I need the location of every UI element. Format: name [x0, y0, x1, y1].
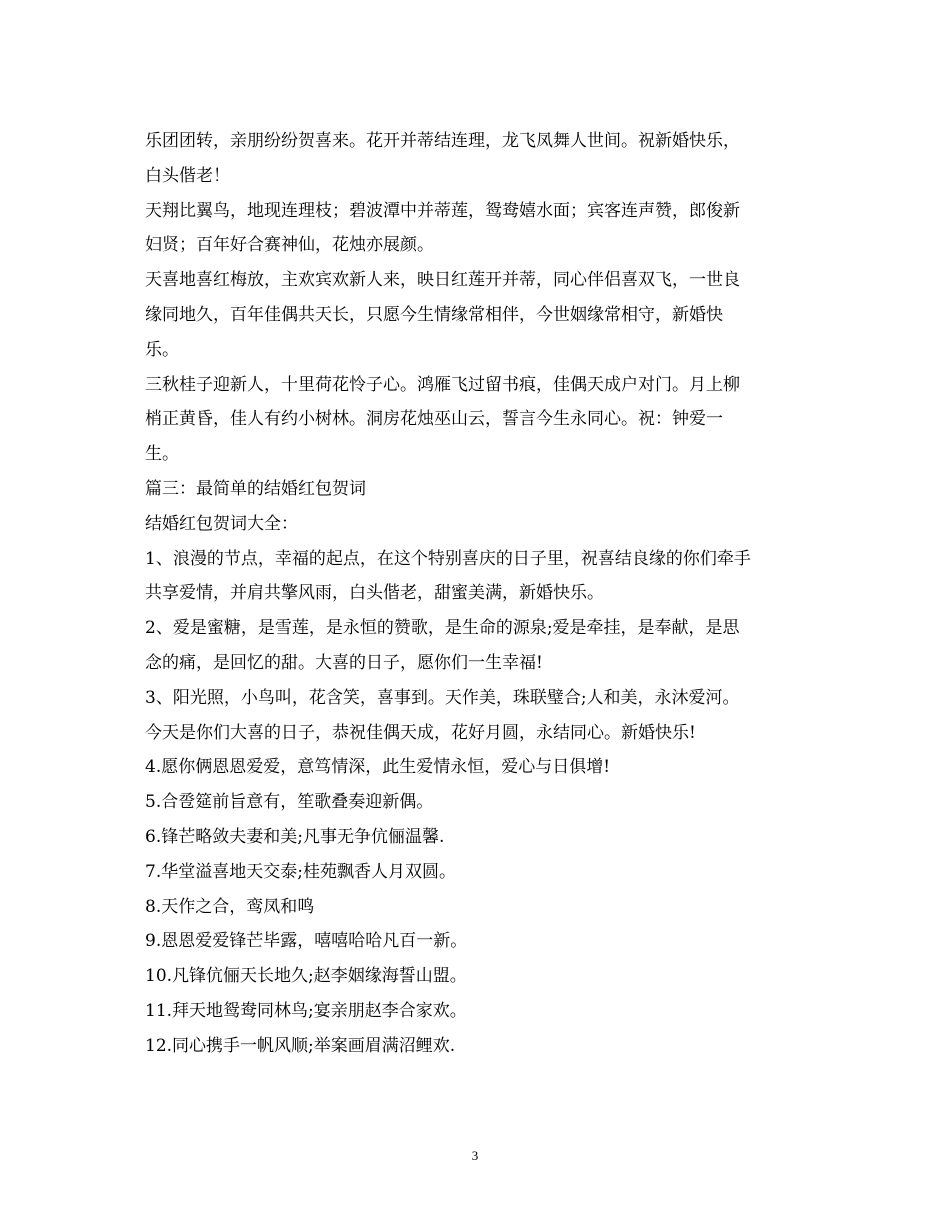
text-line: 8.天作之合，鸾凤和鸣 [145, 896, 315, 917]
text-line: 9.恩恩爱爱锋芒毕露，嘻嘻哈哈凡百一新。 [145, 931, 468, 952]
text-line: 2、爱是蜜糖，是雪莲，是永恒的赞歌，是生命的源泉;爱是牵挂，是奉献，是思 [145, 618, 740, 639]
text-line: 生。 [145, 444, 179, 465]
text-line: 4.愿你俩恩恩爱爱，意笃情深，此生爱情永恒，爱心与日俱增! [145, 757, 611, 778]
document-body [145, 124, 815, 1064]
text-line: 乐。 [145, 339, 179, 360]
text-line: 缘同地久，百年佳偶共天长，只愿今生情缘常相伴，今世姻缘常相守，新婚快 [145, 304, 723, 325]
text-line: 11.拜天地鸳鸯同林鸟;宴亲朋赵李合家欢。 [145, 1000, 467, 1021]
text-line: 6.锋芒略敛夫妻和美;凡事无争伉俪温馨. [145, 826, 445, 847]
text-line: 1、浪漫的节点，幸福的起点，在这个特别喜庆的日子里，祝喜结良缘的你们牵手 [145, 548, 751, 569]
text-line: 天喜地喜红梅放，主欢宾欢新人来，映日红莲开并蒂，同心伴侣喜双飞，一世良 [145, 270, 740, 291]
text-line: 10.凡锋伉俪天长地久;赵李姻缘海誓山盟。 [145, 966, 467, 987]
text-line: 共享爱情，并肩共擎风雨，白头偕老，甜蜜美满，新婚快乐。 [145, 583, 604, 604]
text-line: 妇贤；百年好合赛神仙，花烛亦展颜。 [145, 235, 434, 256]
page-number: 3 [471, 1148, 479, 1163]
text-line: 乐团团转，亲朋纷纷贺喜来。花开并蒂结连理，龙飞凤舞人世间。祝新婚快乐， [145, 131, 740, 151]
text-line: 梢正黄昏，佳人有约小树林。洞房花烛巫山云，誓言今生永同心。祝：钟爱一 [145, 409, 723, 430]
text-line: 结婚红包贺词大全： [145, 513, 298, 534]
text-line: 白头偕老！ [145, 165, 230, 186]
text-line: 篇三：最简单的结婚红包贺词 [145, 478, 366, 499]
text-line: 天翔比翼鸟，地现连理枝；碧波潭中并蒂莲，鸳鸯嬉水面；宾客连声赞，郎俊新 [145, 200, 740, 221]
text-line: 12.同心携手一帆风顺;举案画眉满沼鲤欢. [145, 1035, 456, 1056]
text-line: 念的痛，是回忆的甜。大喜的日子，愿你们一生幸福! [145, 652, 543, 673]
text-line: 三秋桂子迎新人，十里荷花怜子心。鸿雁飞过留书痕，佳偶天成户对门。月上柳 [145, 374, 740, 395]
text-line: 3、阳光照，小鸟叫，花含笑，喜事到。天作美，珠联璧合;人和美，永沐爱河。 [145, 687, 740, 708]
text-line: 今天是你们大喜的日子，恭祝佳偶天成，花好月圆，永结同心。新婚快乐! [145, 722, 696, 743]
text-line: 5.合卺筵前旨意有，笙歌叠奏迎新偶。 [145, 792, 434, 813]
text-line: 7.华堂溢喜地天交泰;桂苑飘香人月双圆。 [145, 861, 456, 882]
